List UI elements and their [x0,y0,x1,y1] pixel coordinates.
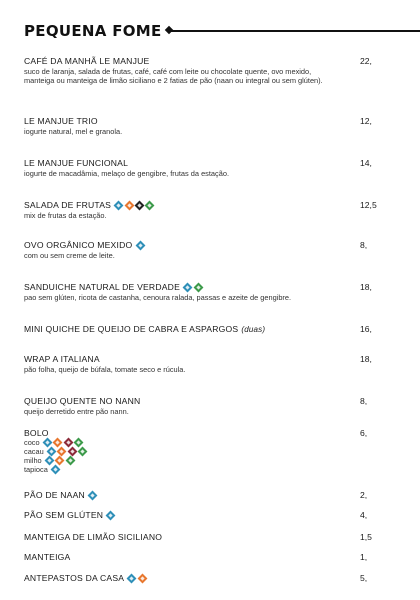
diet-badge-green-icon [78,447,88,457]
diet-badge-blue-icon [44,456,54,466]
menu-item-extra [24,573,384,583]
menu-item-name-row [24,200,384,210]
diet-badge-orange-icon [137,573,147,583]
menu-item-price: 6, [360,428,368,438]
diet-badge-blue-icon [51,465,61,475]
menu-item-name: MANTEIGA DE LIMÃO SICILIANO [24,532,163,542]
menu-item-name-row [24,116,384,126]
menu-item-name-row [24,552,384,562]
menu-item-name-suffix: (duas) [241,324,266,334]
menu-item-description: queijo derretido entre pão nann. [24,407,129,416]
menu-item [24,56,384,85]
diet-badge-green-icon [193,282,203,292]
diet-badge-green-icon [145,200,155,210]
menu-item-description: pão folha, queijo de búfala, tomate seco e rúcula. [24,365,186,374]
menu-item [24,396,384,416]
bolo-flavor [24,447,384,456]
diet-badge-blue-icon [135,240,145,250]
menu-item [24,200,384,220]
menu-item-name-row [24,282,384,292]
diet-badge-blue-icon [46,447,56,457]
diet-badge-orange-icon [55,456,65,466]
menu-item-name: MINI QUICHE DE QUEIJO DE CABRA E ASPARGOS [24,324,239,334]
menu-item-name: BOLO [24,428,49,438]
menu-item-badges [114,202,155,209]
header-rule [169,30,420,32]
menu-item-description: iogurte natural, mel e granola. [24,127,123,136]
menu-item [24,324,384,334]
bolo-flavor-badges [45,457,75,464]
menu-item-badges [183,284,203,291]
menu-item-badges [88,492,97,499]
menu-item-price: 1,5 [360,532,372,542]
menu-item-price: 8, [360,240,368,250]
menu-item [24,240,384,260]
diet-badge-blue-icon [183,282,193,292]
menu-item-name-row [24,240,384,250]
menu-item-name-row [24,354,384,364]
diet-badge-blue-icon [88,490,98,500]
section-header [24,20,420,42]
menu-item-price: 2, [360,490,368,500]
menu-item-name: PÃO DE NAAN [24,490,85,500]
menu-item-name: QUEIJO QUENTE NO NANN [24,396,141,406]
bolo-flavor-label: coco [24,438,40,447]
diet-badge-darkred-icon [67,447,77,457]
menu-item-price: 4, [360,510,368,520]
bolo-flavor-badges [51,466,60,473]
menu-item-price: 14, [360,158,372,168]
menu-item-description: mix de frutas da estação. [24,211,107,220]
menu-item-name: WRAP A ITALIANA [24,354,100,364]
menu-item [24,158,384,178]
menu-item-name: OVO ORGÂNICO MEXIDO [24,240,133,250]
bolo-flavor-label: milho [24,456,42,465]
menu-item-price: 18, [360,282,372,292]
diet-badge-black-icon [135,200,145,210]
menu-item-description: pao sem glúten, ricota de castanha, cenoura ralada, passas e azeite de gengibre. [24,293,292,302]
bolo-flavor-label: tapioca [24,465,48,474]
menu-item-price: 22, [360,56,372,66]
menu-item-price: 1, [360,552,368,562]
menu-item-name: SANDUICHE NATURAL DE VERDADE [24,282,181,292]
menu-item-extra [24,552,384,562]
menu-item-extra [24,510,384,520]
menu-item-price: 5, [360,573,368,583]
menu-item-description: com ou sem creme de leite. [24,251,115,260]
menu-item-name: LE MANJUE FUNCIONAL [24,158,129,168]
menu-item-name: LE MANJUE TRIO [24,116,98,126]
diet-badge-blue-icon [127,573,137,583]
diet-badge-orange-icon [124,200,134,210]
menu-item-name: PÃO SEM GLÚTEN [24,510,104,520]
bolo-flavor [24,438,384,447]
menu-item-badges [127,575,147,582]
diet-badge-blue-icon [106,510,116,520]
diet-badge-blue-icon [114,200,124,210]
menu-item-price: 12, [360,116,372,126]
bolo-flavor-label: cacau [24,447,44,456]
menu-item-name: SALADA DE FRUTAS [24,200,112,210]
menu-item-name: CAFÉ DA MANHÃ LE MANJUE [24,56,150,66]
menu-item [24,354,384,374]
menu-item-name: ANTEPASTOS DA CASA [24,573,125,583]
menu-item-name-row [24,158,384,168]
menu-item-description: suco de laranja, salada de frutas, café, café com leite ou chocolate quente, ovo mexido, manteiga ou manteiga de limão siciliano e 2 fatias de pão (naan ou integral ou sem glúten). [24,67,323,86]
bolo-flavor-badges [47,448,88,455]
menu-item-badges [106,512,115,519]
menu-item-badges [135,242,144,249]
menu-item-name-row [24,56,384,66]
menu-item-price: 16, [360,324,372,334]
menu-item-name-row [24,510,384,520]
menu-item-bolo [24,428,384,474]
menu-item-extra [24,532,384,542]
menu-item-name-row [24,396,384,406]
menu-item-price: 8, [360,396,368,406]
bolo-flavor-badges [43,439,84,446]
menu-item-description: iogurte de macadâmia, melaço de gengibre, frutas da estação. [24,169,230,178]
menu-item-price: 18, [360,354,372,364]
menu-item-name: MANTEIGA [24,552,71,562]
bolo-flavor [24,465,384,474]
menu-item [24,282,384,302]
menu-item-name-row [24,573,384,583]
menu-item [24,116,384,136]
menu-item-name-row [24,532,384,542]
menu-item-price: 12,5 [360,200,377,210]
menu-item-extra [24,490,384,500]
diet-badge-green-icon [65,456,75,466]
menu-item-name-row [24,324,384,334]
menu-item-name-row [24,490,384,500]
bolo-flavor [24,456,384,465]
section-title: PEQUENA FOME [24,22,162,40]
